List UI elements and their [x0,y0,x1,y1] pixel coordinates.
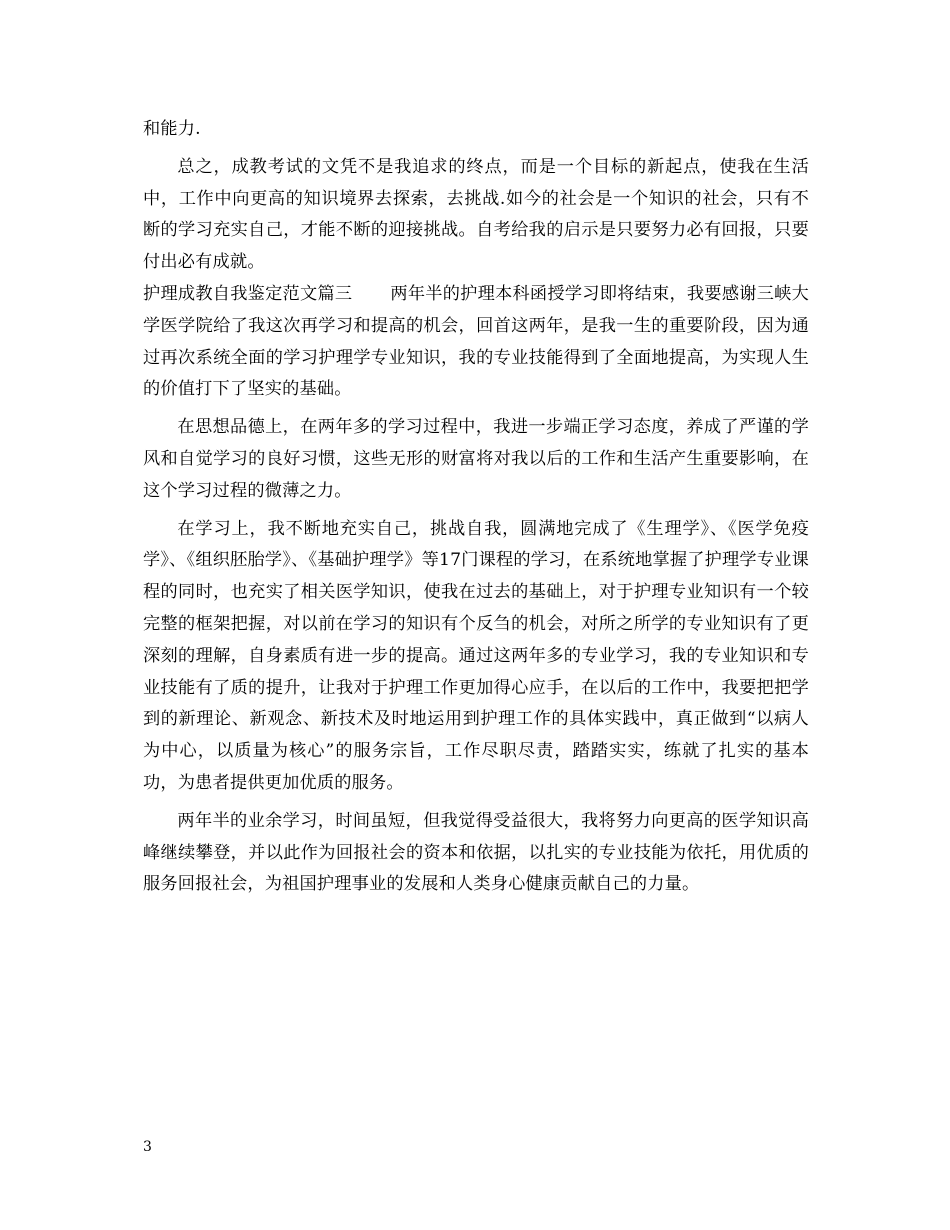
section-heading: 护理成教自我鉴定范文篇三 [143,283,353,304]
page-number: 3 [143,1139,152,1155]
paragraph-study: 在学习上，我不断地充实自己，挑战自我，圆满地完成了《生理学》、《医学免疫学》、《组织胚胎学》、《基础护理学》等17门课程的学习，在系统地掌握了护理学专业课程的同时，也充实了相关医学知识，使我在过去的基础上，对于护理专业知识有一个较完整的框架把握，对以前在学习的知识有个反刍的机会，对所之所学的专业知识有了更深刻的理解，自身素质有进一步的提高。通过这两年多的专业学习，我的专业知识和专业技能有了质的提升，让我对于护理工作更加得心应手，在以后的工作中，我要把把学到的新理论、新观念、新技术及时地运用到护理工作的具体实践中，真正做到“以病人为中心，以质量为核心”的服务宗旨，工作尽职尽责，踏踏实实，练就了扎实的基本功，为患者提供更加优质的服务。 [143,518,809,793]
paragraph-conclusion: 总之，成教考试的文凭不是我追求的终点，而是一个目标的新起点，使我在生活中，工作中向更高的知识境界去探索，去挑战.如今的社会是一个知识的社会，只有不断的学习充实自己，才能不断的迎接挑战。自考给我的启示是只要努力必有回报，只要付出必有成就。 [143,156,809,273]
document-body [143,114,809,901]
paragraph-section-intro [143,279,809,406]
paragraph-summary: 两年半的业余学习，时间虽短，但我觉得受益很大，我将努力向更高的医学知识高峰继续攀登，并以此作为回报社会的资本和依据，以扎实的专业技能为依托，用优质的服务回报社会，为祖国护理事业的发展和人类身心健康贡献自己的力量。 [143,810,809,895]
section-intro-text: 两年半的护理本科函授学习即将结束，我要感谢三峡大学医学院给了我这次再学习和提高的机会，回首这两年，是我一生的重要阶段，因为通过再次系统全面的学习护理学专业知识，我的专业技能得到了全面地提高，为实现人生的价值打下了坚实的基础。 [143,283,809,400]
paragraph-moral-character: 在思想品德上，在两年多的学习过程中，我进一步端正学习态度，养成了严谨的学风和自觉学习的良好习惯，这些无形的财富将对我以后的工作和生活产生重要影响，在这个学习过程的微薄之力。 [143,417,809,501]
paragraph-continuation: 和能力. [143,119,201,139]
